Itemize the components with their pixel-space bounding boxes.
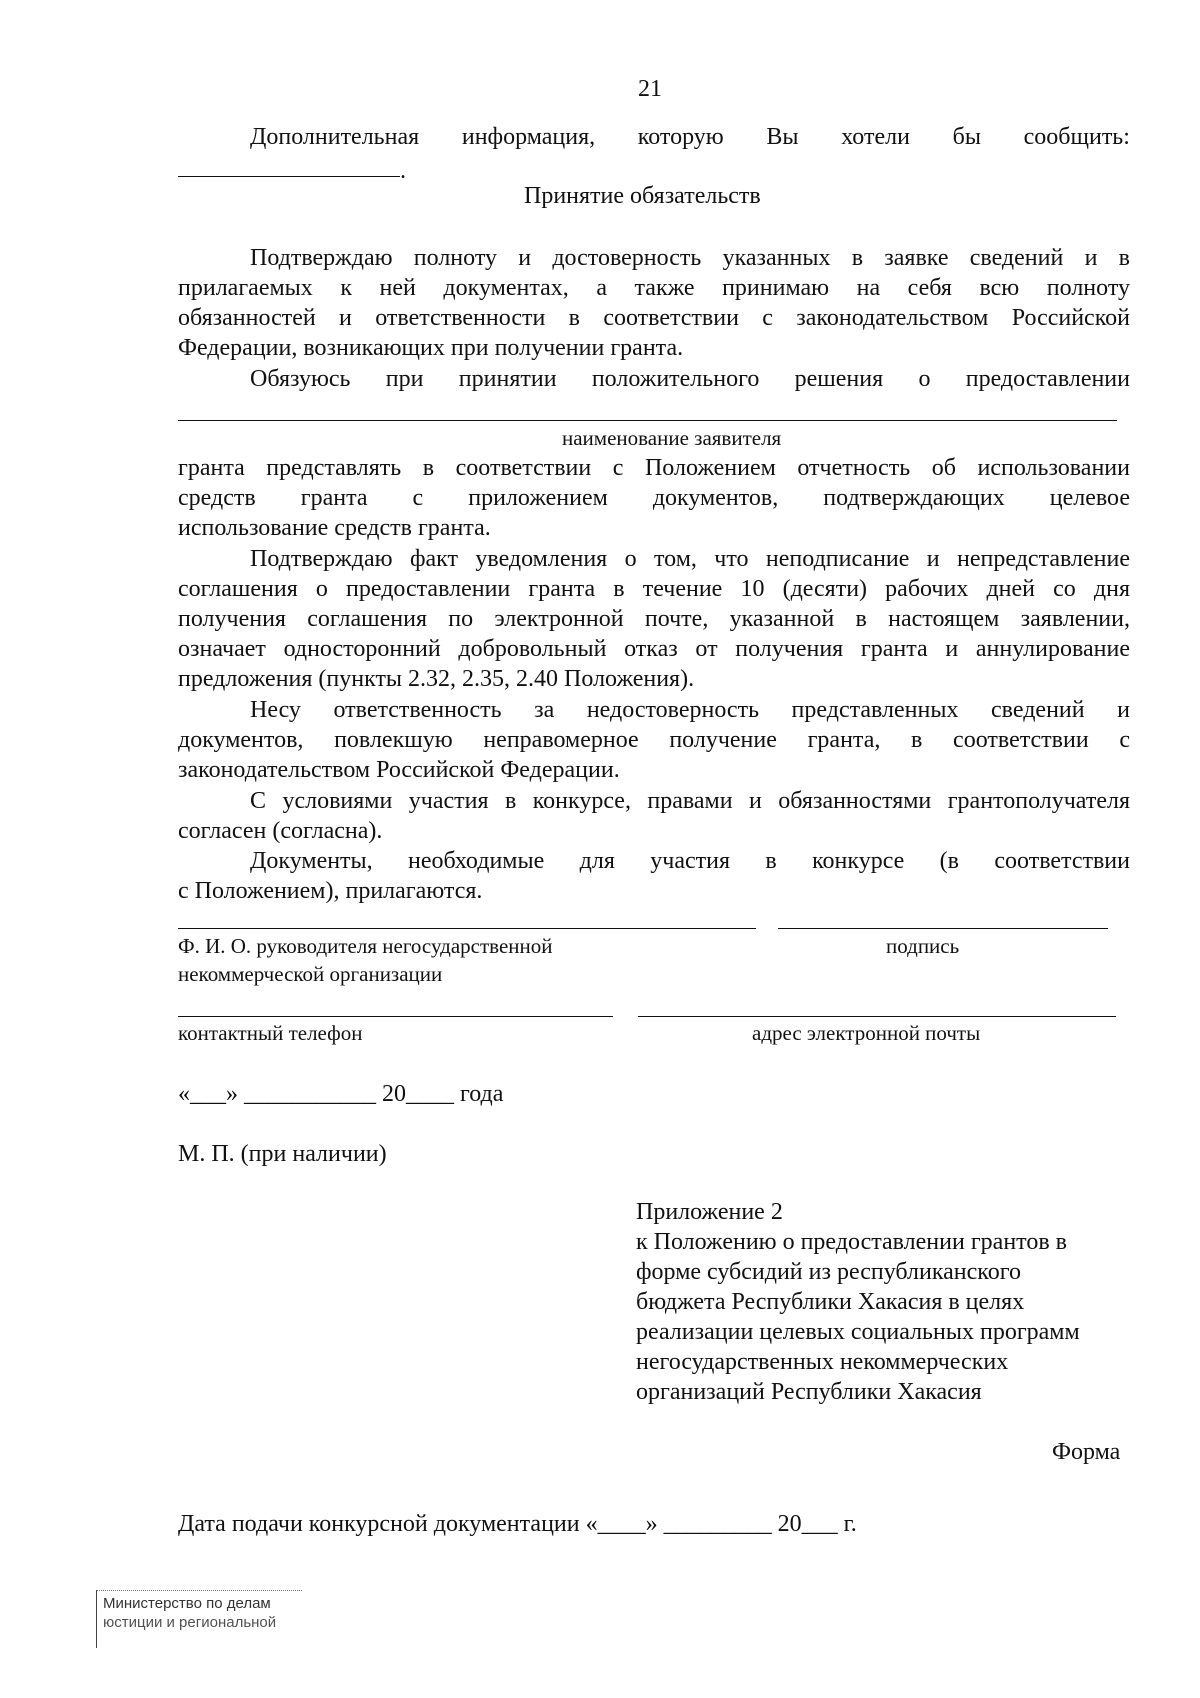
para4-line: документов, повлекшую неправомерное получение гранта, в соответствии с [178,727,1130,753]
email-caption: адрес электронной почты [752,1021,981,1045]
additional-info-blank-end: . [400,158,406,184]
page-number: 21 [638,76,662,102]
para5-line: С условиями участия в конкурсе, правами и обязанностями грантополучателя [250,788,1130,814]
para1-line: прилагаемых к ней документах, а также принимаю на себя всю полноту [178,275,1130,301]
word: хотели [841,124,910,150]
signature-caption: подпись [886,934,960,958]
ministry-stamp [96,1590,307,1648]
word: которую [637,124,724,150]
para1-line: Подтверждаю полноту и достоверность указанных в заявке сведений и в [250,245,1130,271]
stamp-line: юстиции и региональной [103,1614,277,1631]
submission-date-line: Дата подачи конкурсной документации «____» _________ 20___ г. [178,1511,857,1537]
appendix-line: бюджета Республики Хакасия в целях [636,1289,1025,1315]
form-label: Форма [1052,1439,1121,1465]
word: Дополнительная [250,124,420,150]
phone-caption: контактный телефон [178,1021,363,1045]
para2-line: Обязуюсь при принятии положительного решения о предоставлении [250,366,1130,392]
para2-line: средств гранта с приложением документов, подтверждающих целевое [178,485,1130,511]
applicant-name-caption: наименование заявителя [562,426,782,450]
appendix-line: организаций Республики Хакасия [636,1379,982,1405]
para3-line: соглашения о предоставлении гранта в течение 10 (десяти) рабочих дней со дня [178,576,1130,602]
para3-line: получения соглашения по электронной почте, указанной в настоящем заявлении, [178,606,1130,632]
para6-line: Документы, необходимые для участия в конкурсе (в соответствии [250,848,1130,874]
para6-line: с Положением), прилагаются. [178,878,483,904]
head-name-caption: Ф. И. О. руководителя негосударственной [178,934,553,958]
word: сообщить: [1023,124,1130,150]
para3-line: означает односторонний добровольный отказ от получения гранта и аннулирование [178,636,1130,662]
para3-line: предложения (пункты 2.32, 2.35, 2.40 Положения). [178,666,695,692]
signature-line [778,928,1108,929]
para5-line: согласен (согласна). [178,818,383,844]
para4-line: Несу ответственность за недостоверность представленных сведений и [250,697,1130,723]
head-name-line [178,928,756,929]
para2-line: гранта представлять в соответствии с Положением отчетность об использовании [178,455,1130,481]
appendix-line: реализации целевых социальных программ [636,1319,1080,1345]
para3-line: Подтверждаю факт уведомления о том, что неподписание и непредставление [250,546,1130,572]
appendix-line: форме субсидий из республиканского [636,1259,1021,1285]
signature-date: «___» ___________ 20____ года [178,1081,504,1107]
additional-info-blank-line [178,176,400,177]
commitments-title: Принятие обязательств [524,183,761,209]
para2-line: использование средств гранта. [178,515,491,541]
para1-line: обязанностей и ответственности в соответствии с законодательством Российской [178,305,1130,331]
stamp-line: Министерство по делам [103,1595,271,1612]
applicant-name-line [178,420,1117,421]
word: информация, [461,124,596,150]
email-line [638,1016,1116,1017]
appendix-line: к Положению о предоставлении грантов в [636,1229,1068,1255]
phone-line [178,1016,613,1017]
head-name-caption: некоммерческой организации [178,962,443,986]
additional-info-label [250,122,1130,152]
word: Вы [766,124,799,150]
appendix-line: негосударственных некоммерческих [636,1349,1009,1375]
para4-line: законодательством Российской Федерации. [178,757,620,783]
seal-note: М. П. (при наличии) [178,1141,387,1167]
para1-line: Федерации, возникающих при получении гранта. [178,335,684,361]
appendix-line: Приложение 2 [636,1199,783,1225]
word: бы [952,124,981,150]
